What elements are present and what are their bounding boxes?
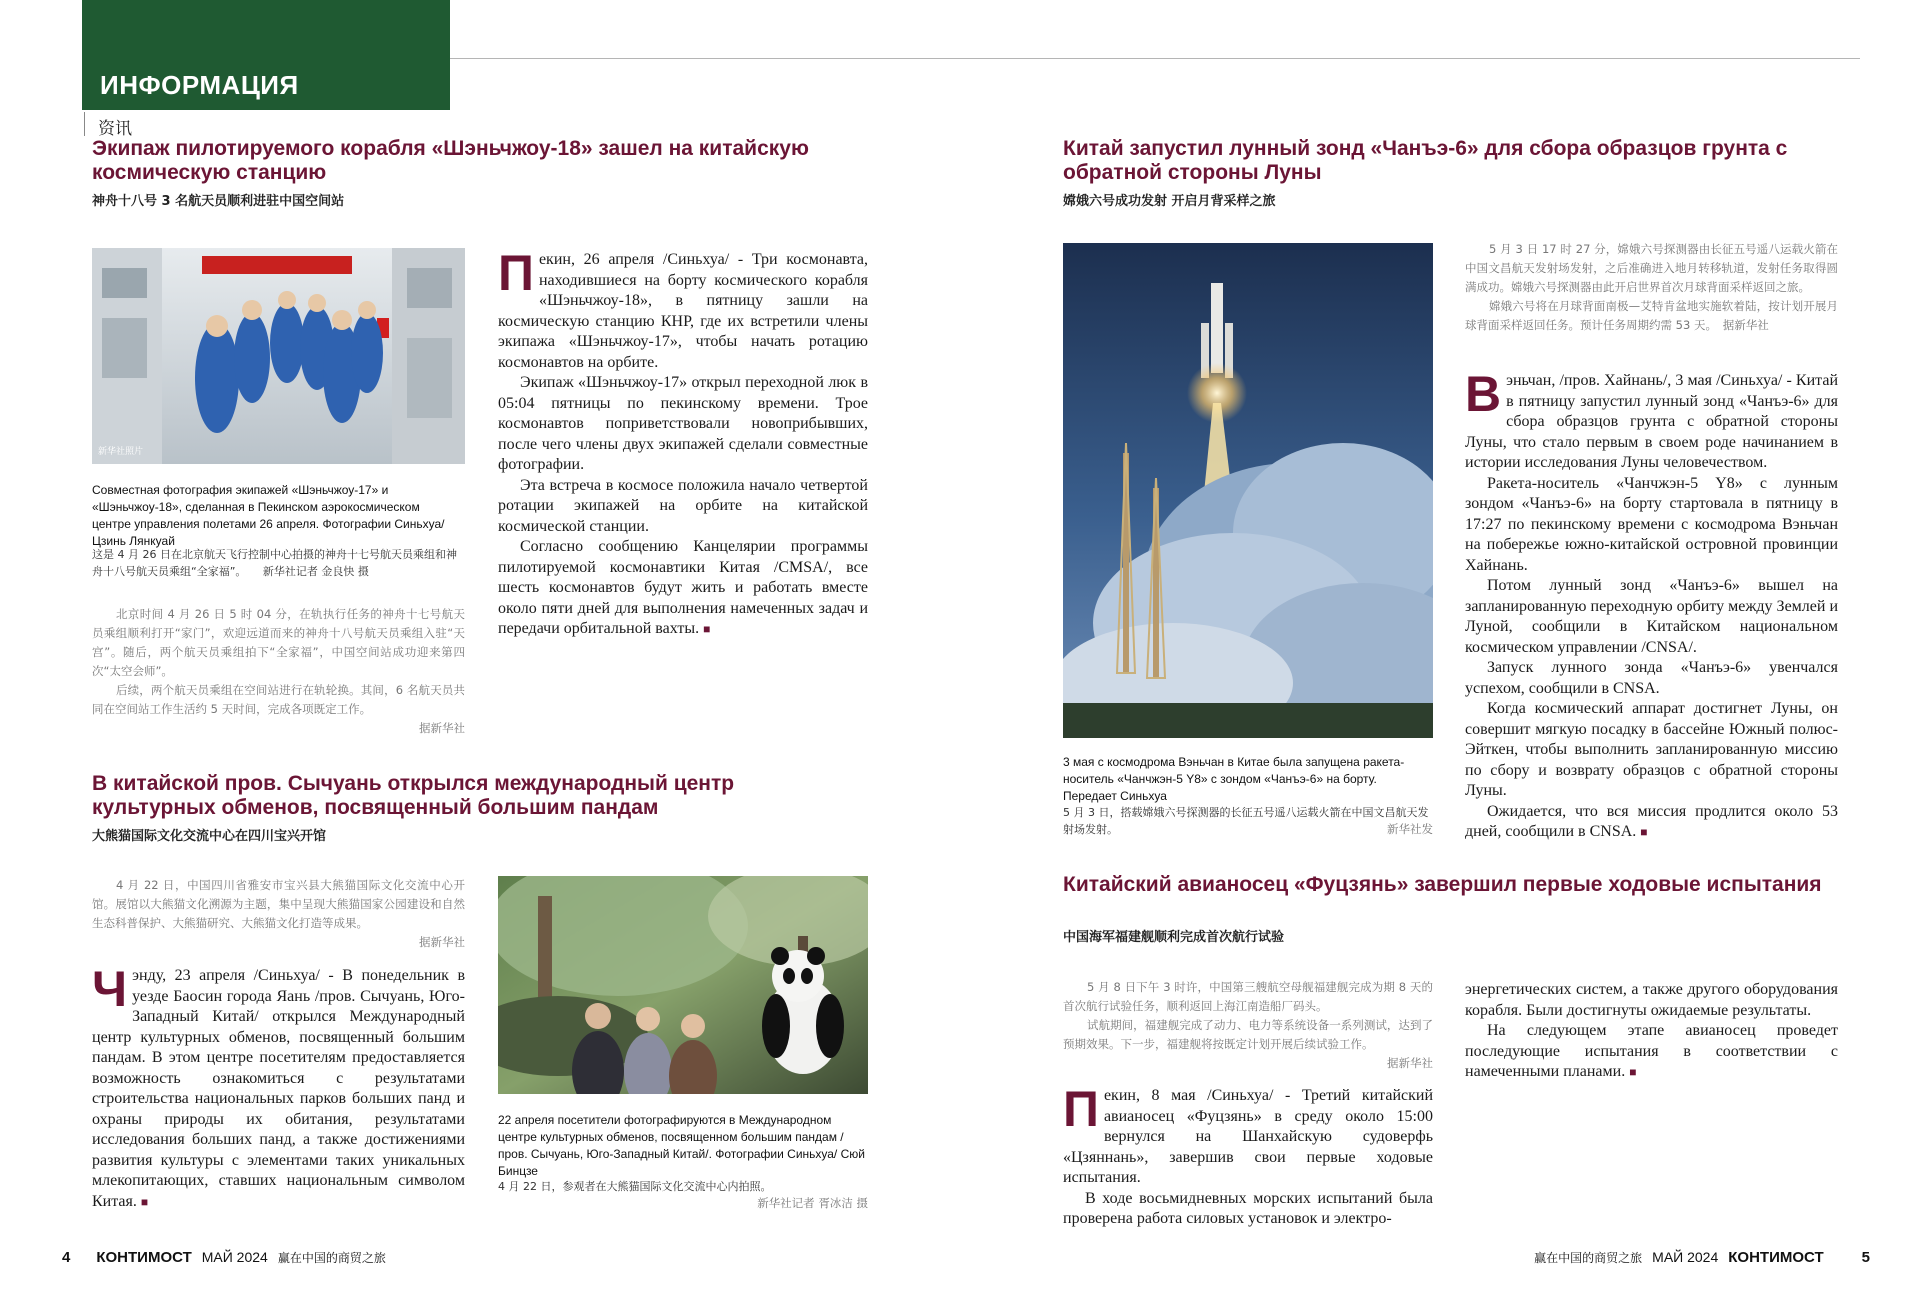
issue-date: МАЙ 2024 xyxy=(1652,1249,1719,1265)
body-paragraph: На следующем этапе авианосец проведет последующие испытания в соответствии с намеченными планами. xyxy=(1465,1022,1838,1080)
article1-caption: Совместная фотография экипажей «Шэньчжоу-17» и «Шэньчжоу-18», сделанная в Пекинском аэрокосмическом центре управления полетами 26 апреля. Фотографии Синьхуа/ Цзинь Лянкуай xyxy=(92,483,445,548)
page-number-right: 5 xyxy=(1861,1249,1870,1266)
left-footer xyxy=(62,1249,386,1266)
magazine-brand: КОНТИМОСТ xyxy=(1728,1249,1824,1266)
body-paragraph: Когда космический аппарат достигнет Луны, он совершит мягкую посадку в бассейне Южный полюс-Эйткен, чтобы выполнить запланированную миссию по сбору и возврату образцов с обратной стороны Луны. xyxy=(1465,700,1838,799)
body-paragraph: В ходе восьмидневных морских испытаний была проверена работа силовых установок и электро- xyxy=(1063,1189,1433,1227)
article3-caption-cn: 5 月 3 日，搭载嫦娥六号探测器的长征五号遥八运载火箭在中国文昌航天发射场发射。 xyxy=(1063,806,1429,836)
right-footer xyxy=(1534,1249,1870,1266)
cn-paragraph: 5 月 3 日 17 时 27 分，嫦娥六号探测器由长征五号遥八运载火箭在中国文昌航天发射场发射，之后准确进入地月转移轨道，发射任务取得圆满成功。嫦娥六号探测器由此开启世界首次月球背面采样返回之旅。 xyxy=(1465,242,1838,294)
section-divider xyxy=(84,112,85,136)
body-paragraph: энду, 23 апреля /Синьхуа/ - В понедельник в уезде Баосин города Яань /пров. Сычуань, Юго-Западный Китай/ открылся Международный центр культурных обменов, посвященный большим пандам. В этом центре посетителям предоставляется возможность ознакомиться с результатами строительства национальных парков больших панд и охраны природы их обитания, результатами исследования больших панд, а также достижениями развития культуры с элементами таких уникальных млекопитающих, ставших национальным символом Китая. xyxy=(92,967,465,1210)
body-paragraph: екин, 8 мая /Синьхуа/ - Третий китайский авианосец «Фуцзянь» в среду около 15:00 вернулся на Шанхайскую судоверфь «Цзяннань», завершив свои первые ходовые испытания. xyxy=(1063,1087,1433,1186)
body-paragraph: Согласно сообщению Канцелярии программы пилотируемой космонавтики Китая /CMSA/, все шесть космонавтов будут жить и работать вместе около пяти дней для выполнения намеченных задач и передачи орбитальной вахты. xyxy=(498,538,868,637)
article4-headline: Китайский авианосец «Фуцзянь» завершил первые ходовые испытания xyxy=(1063,873,1822,896)
cn-source: 据新华社 xyxy=(1387,1056,1433,1070)
body-paragraph: эньчан, /пров. Хайнань/, 3 мая /Синьхуа/ - Китай в пятницу запустил лунный зонд «Чанъэ-6» для сбора образцов грунта с обратной стороны Луны, что стало первым в своем роде начинанием в истории исследования Луны человечеством. xyxy=(1465,372,1838,471)
dropcap: Ч xyxy=(92,961,128,1017)
cn-paragraph: 5 月 8 日下午 3 时许，中国第三艘航空母舰福建舰完成为期 8 天的首次航行试验任务，顺利返回上海江南造船厂码头。 xyxy=(1063,980,1433,1013)
body-paragraph: Ожидается, что вся миссия продлится около 53 дней, сообщили в CNSA. xyxy=(1465,802,1838,840)
dropcap: П xyxy=(1063,1081,1099,1137)
article3-headline: Китай запустил лунный зонд «Чанъэ-6» для сбора образцов грунта с обратной стороны Луны xyxy=(1063,137,1788,184)
cn-paragraph: 4 月 22 日，中国四川省雅安市宝兴县大熊猫国际文化交流中心开馆。展馆以大熊猫文化溯源为主题，集中呈现大熊猫国家公园建设和自然生态科普保护、大熊猫研究、大熊猫文化打造等成果。 xyxy=(92,878,465,930)
issue-date: МАЙ 2024 xyxy=(201,1249,268,1265)
article2-caption-cn: 4 月 22 日，参观者在大熊猫国际文化交流中心内拍照。 xyxy=(498,1180,772,1193)
article1-headline: Экипаж пилотируемого корабля «Шэньчжоу-18» зашел на китайскую космическую станцию xyxy=(92,137,809,184)
article2-subhead: 大熊猫国际文化交流中心在四川宝兴开馆 xyxy=(92,829,327,844)
article4-subhead: 中国海军福建舰顺利完成首次航行试验 xyxy=(1063,930,1285,945)
slogan-cn: 赢在中国的商贸之旅 xyxy=(277,1251,386,1265)
article4-cn-summary xyxy=(1063,978,1433,1073)
article3-body xyxy=(1465,366,1839,843)
article2-body xyxy=(92,961,465,1212)
space-station-photo xyxy=(92,248,465,464)
cn-source: 据新华社 xyxy=(419,935,465,949)
article1-cn-summary xyxy=(92,605,465,738)
article4-body-col2 xyxy=(1465,980,1838,1083)
article2-caption-cn-source: 新华社记者 胥冰洁 摄 xyxy=(757,1196,868,1210)
cn-paragraph: 北京时间 4 月 26 日 5 时 04 分，在轨执行任务的神舟十七号航天员乘组顺利打开“家门”，欢迎远道而来的神舟十八号航天员乘组入驻“天宫”。随后，两个航天员乘组拍下“全家福”，中国空间站成功迎来第四次“太空会师”。 xyxy=(92,607,465,678)
article1-caption-cn: 这是 4 月 26 日在北京航天飞行控制中心拍摄的神舟十七号航天员乘组和神舟十八号航天员乘组“全家福”。 新华社记者 金良快 摄 xyxy=(92,548,457,578)
article3-subhead: 嫦娥六号成功发射 开启月背采样之旅 xyxy=(1063,194,1276,209)
section-label: ИНФОРМАЦИЯ xyxy=(100,70,299,100)
body-paragraph: Экипаж «Шэньчжоу-17» открыл переходной люк в 05:04 пятницы по пекинскому времени. Трое космонавтов поприветствовали новоприбывших, после чего члены двух экипажей сделали совместные фотографии. xyxy=(498,374,868,473)
cn-paragraph: 后续，两个航天员乘组在空间站进行在轨轮换。其间，6 名航天员共同在空间站工作生活约 5 天时间，完成各项既定工作。 xyxy=(92,683,465,716)
body-paragraph: Ракета-носитель «Чанчжэн-5 Y8» с лунным зондом «Чанъэ-6» на борту стартовала в пятницу в 17:27 по пекинскому времени с космодрома Вэньчан на побережье южно-китайской островной провинции Хайнань. xyxy=(1465,474,1838,574)
section-tab xyxy=(82,0,450,110)
body-paragraph: Эта встреча в космосе положила начало четвертой ротации экипажей на орбите на китайской космической станции. xyxy=(498,476,868,535)
article4-body xyxy=(1063,1081,1433,1230)
end-mark: ■ xyxy=(703,622,711,636)
panda-center-photo xyxy=(498,876,868,1094)
end-mark: ■ xyxy=(1640,825,1648,839)
cn-paragraph: 嫦娥六号将在月球背面南极—艾特肯盆地实施软着陆，按计划开展月球背面采样返回任务。预计任务周期约需 53 天。 据新华社 xyxy=(1465,299,1838,332)
article2-headline: В китайской пров. Сычуань открылся международный центр культурных обменов, посвященный большим пандам xyxy=(92,772,735,819)
slogan-cn: 赢在中国的商贸之旅 xyxy=(1534,1251,1643,1265)
article1-body xyxy=(498,245,868,640)
end-mark: ■ xyxy=(1629,1065,1637,1079)
rocket-launch-photo xyxy=(1063,243,1433,738)
dropcap: П xyxy=(498,245,534,301)
end-mark: ■ xyxy=(140,1194,149,1209)
article2-caption: 22 апреля посетители фотографируются в Международном центре культурных обменов, посвященном большим пандам /пров. Сычуань, Юго-Западный Китай/. Фотографии Синьхуа/ Сюй Бинцзе xyxy=(498,1113,865,1178)
page-number-left: 4 xyxy=(62,1249,71,1266)
top-rule xyxy=(450,58,1860,59)
article3-caption: 3 мая с космодрома Вэньчан в Китае была запущена ракета-носитель «Чанчжэн-5 Y8» с зондом «Чанъэ-6» на борту. Передает Синьхуа xyxy=(1063,755,1405,803)
section-label-cn: 资讯 xyxy=(98,119,132,139)
body-paragraph: энергетических систем, а также другого оборудования корабля. Были достигнуты ожидаемые результаты. xyxy=(1465,981,1838,1019)
photo-watermark: 新华社照片 xyxy=(98,447,144,457)
body-paragraph: Запуск лунного зонда «Чанъэ-6» увенчался успехом, сообщили в CNSA. xyxy=(1465,659,1838,697)
cn-paragraph: 试航期间，福建舰完成了动力、电力等系统设备一系列测试，达到了预期效果。下一步，福建舰将按既定计划开展后续试验工作。 xyxy=(1063,1018,1433,1051)
article2-cn-summary xyxy=(92,876,465,952)
cn-source: 据新华社 xyxy=(419,721,465,735)
magazine-brand: КОНТИМОСТ xyxy=(96,1249,192,1266)
dropcap: В xyxy=(1465,366,1502,422)
body-paragraph: Потом лунный зонд «Чанъэ-6» вышел на запланированную переходную орбиту между Землей и Луной, сообщили в Китайском национальном космическом управлении /CNSA/. xyxy=(1465,577,1839,656)
article3-cn-summary xyxy=(1465,240,1838,335)
article1-subhead: 神舟十八号 3 名航天员顺利进驻中国空间站 xyxy=(92,194,345,209)
article3-caption-cn-source: 新华社发 xyxy=(1387,822,1433,836)
body-paragraph: екин, 26 апреля /Синьхуа/ - Три космонавта, находившиеся на борту космического корабля «Шэньчжоу-18», в пятницу зашли на космическую станцию КНР, где их встретили члены экипажа «Шэньчжоу-17», чтобы начать ротацию космонавтов на орбите. xyxy=(498,251,868,371)
